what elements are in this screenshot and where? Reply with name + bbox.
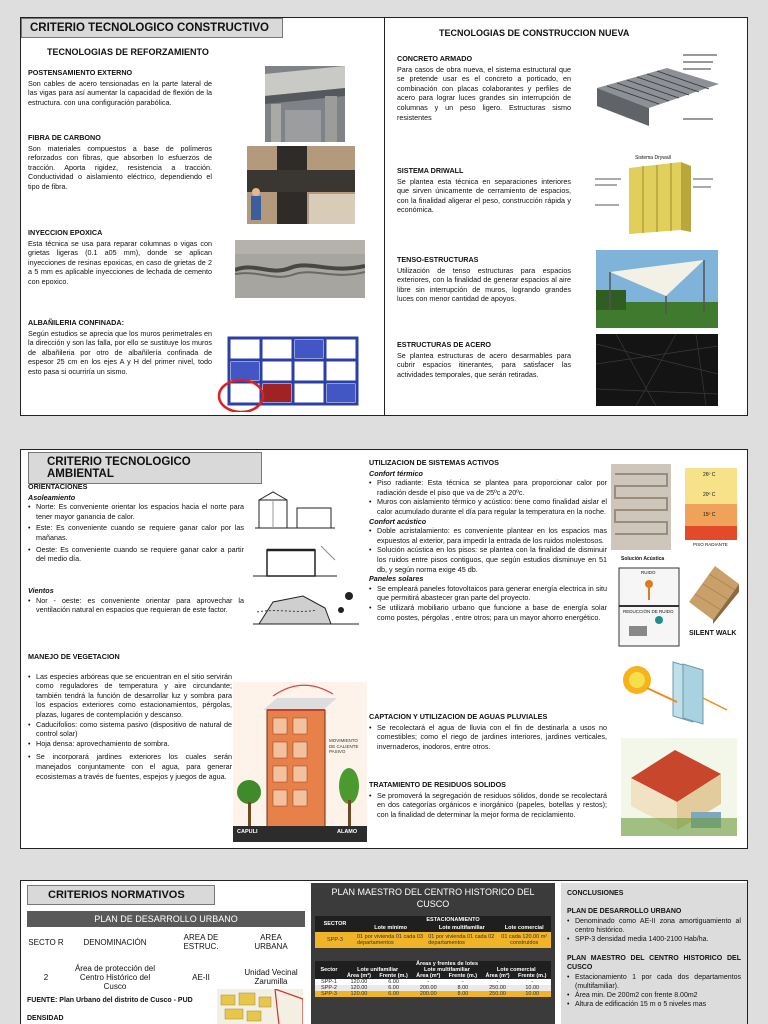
lotes-table xyxy=(315,961,551,997)
sistemas-activos-section: UTILIZACION DE SISTEMAS ACTIVOS Confort térmico • Piso radiante: Esta técnica se plantea para proporcionar calor por radiación desde el piso que va de 25ºc a 20ºc. • Muros con aislamiento térmico y acústico: tiene como finalidad aislar el calor acumulado durante el día para regular la temperatura en la noche. Confort acústico • Doble acristalamiento: es conveniente plantear en los espacios mas expuestos al exterior, para impedir la entrada de los ruidos molestosos. • Solución acústica en los pisos: se plantea con la finalidad de disminuir los ruidos entre pisos contiguos, que según estudios disminuye en 51 db, y según norma exige 45 db. Paneles solares • Se empleará paneles fotovoltaicos para generar energía electrica in situ que permitirá abastecer gran parte del proyecto. • Se utilizará mobiliario urbano que funcione a base de energía solar como postes, pérgolas , entre otros; para un mayor ahorro energético. xyxy=(369,458,607,622)
temp-label-mid: 20º C xyxy=(703,492,716,498)
estacionamiento-table xyxy=(315,916,551,948)
vientos-diagram xyxy=(253,588,359,632)
t2-col-head: Frente (m.) xyxy=(518,973,547,979)
normativos-header: CRITERIOS NORMATIVOS xyxy=(27,885,215,905)
conclusiones-content: CONCLUSIONES PLAN DE DESARROLLO URBANO • Denominado como AE-II zona amortiguamiento al centro histórico. • SPP-3 densidad media 1400-2100 Hab/ha. PLAN MAESTRO DEL CENTRO HISTORICO DEL CUSCO • Estacionamiento 1 por cada dos departamentos (multifamiliar). • Área min. De 200m2 con frente 8.00m2 • Altura de edificación 15 m o 5 niveles mas xyxy=(567,889,741,1009)
pdu-table xyxy=(27,931,305,997)
acustica-title-label: Solución Acústica xyxy=(621,556,665,562)
t2-col-head: Área (m²) xyxy=(485,973,510,979)
constructivo-header: CRITERIO TECNOLOGICO CONSTRUCTIVO xyxy=(21,18,283,38)
asoleamiento-diagram-1 xyxy=(249,488,341,532)
construccion-item: TENSO-ESTRUCTURAS Utilización de tenso estructuras para espacios exteriores, con la finalidad de generar espacios al aire libre sin interrupción de muros, logrando grandes luces con menor cantidad de apoyos. xyxy=(397,255,571,304)
conclusiones-box xyxy=(561,883,747,1024)
t2-cell: - xyxy=(531,979,534,985)
t2-cell: - xyxy=(496,979,499,985)
reforzamiento-item: POSTENSAMIENTO EXTERNO Son cables de acero tensionadas en la parte lateral de las vigas para así aumentar la capacidad de flexión de la estructura. con una configuración parabólica. xyxy=(28,68,212,107)
pdu-cell-sector: 2 xyxy=(43,972,49,982)
t2-cell: 10.00 xyxy=(525,991,540,997)
residuos-section: TRATAMIENTO DE RESIDUOS SOLIDOS • Se promoverá la segregación de residuos sólidos, donde se recolectará en dos categorías orgánicos e inorgánico (papeles, botellas y restos); con la finalidad de determinar la mejor forma de reciclamiento. xyxy=(369,780,607,819)
piso-radiante-label: PISO RADIANTE xyxy=(693,542,728,547)
vegetacion-section: MANEJO DE VEGETACION • Las especies arbóreas que se encuentran en el sitio servirán como reguladores de temperatura y aire circundante; también tendrá la función de desarrollar luz y sombra para los espacios exteriores como estacionamientos, pérgolas, plazas, lugares de contemplación y descanso. • Caducifolios: como sistema pasivo (dispositivo de natural de control solar) • Hoja densa: aprovechamiento de sombra. • Se incorporará jardines exteriores los cuales serán manejados conjuntamente con el agua, para generar ecosistemas a través de fuentes, espejos y juegos de agua. xyxy=(28,652,232,781)
t1-cell: 01 cada 120.00 m² construidos xyxy=(501,934,548,946)
temp-label-high: 26º C xyxy=(703,472,716,478)
solucion-acustica-diagram xyxy=(615,554,683,650)
t2-cell: 250.00 xyxy=(489,985,506,991)
t2-cell: SPP-2 xyxy=(321,985,337,991)
densidad-label: DENSIDAD xyxy=(27,1015,64,1022)
t1-col-head: Lote mínimo xyxy=(374,925,407,931)
ambiental-header: CRITERIO TECNOLOGICO AMBIENTAL xyxy=(28,452,262,484)
construccion-nueva-title: TECNOLOGIAS DE CONSTRUCCION NUEVA xyxy=(439,28,630,38)
silent-walk-label: SILENT WALK xyxy=(689,630,737,637)
pdu-cell-area-urbana: Unidad Vecinal Zarumilla xyxy=(244,968,298,986)
estructura-acero-photo xyxy=(596,334,718,406)
piso-radiante-diagram xyxy=(611,464,739,550)
column-divider xyxy=(384,18,385,416)
t2-cell: 6.00 xyxy=(388,991,399,997)
t2-subgroup-head: Lote unifamiliar xyxy=(357,967,399,973)
t2-cell: 120.00 xyxy=(350,979,368,985)
t2-cell: SPP-3 xyxy=(321,991,337,997)
reduccion-ruido-label: REDUCCIÓN DE RUIDO xyxy=(623,609,674,614)
ruido-label: RUIDO xyxy=(641,570,656,575)
fuente-note: FUENTE: Plan Urbano del distrito de Cusco - PUD xyxy=(27,997,193,1004)
alamo-label: ALAMO xyxy=(337,829,358,835)
drywall-diagram xyxy=(593,154,715,238)
t2-sector-head: Sector xyxy=(320,967,338,973)
t1-cell: 01 por vivienda 01 cada 02 departamentos xyxy=(428,934,495,946)
t2-subgroup-head: Lote multifamiliar xyxy=(424,967,470,973)
capuli-label: CAPULI xyxy=(237,829,258,835)
aguas-pluviales-diagram xyxy=(621,738,737,836)
plan-maestro-box xyxy=(311,883,555,1024)
t2-cell: - xyxy=(427,979,430,985)
pdu-col-area-estruc: AREA DE ESTRUC. xyxy=(183,933,219,951)
concreto-armado-diagram xyxy=(597,48,719,140)
t2-group-head: Áreas y frentes de lotes xyxy=(415,961,479,967)
orientaciones-section: ORIENTACIONES Asoleamiento • Norte: Es conveniente orientar los espacios hacia el norte para tener mayor ganancia de calor. • Este: Es conveniente cuando se requiere ganar calor por las mañanas. • Oeste: Es conveniente cuando se requiere ganar calor a partir del medio día. xyxy=(28,482,244,564)
construccion-item: SISTEMA DRIWALL Se plantea esta técnica en separaciones interiores que sirven únicamente de cerramiento de espacios, con la finalidad aligerar el peso, construcción rápida y económica. xyxy=(397,166,571,215)
t1-sector-head: SECTOR xyxy=(323,921,347,927)
t2-cell: 120.00 xyxy=(350,985,368,991)
acristalamiento-photo xyxy=(617,658,733,726)
temp-label-low: 15º C xyxy=(703,512,716,518)
t2-cell: 6.00 xyxy=(388,985,399,991)
t2-col-head: Frente (m.) xyxy=(448,973,478,979)
pdu-cell-denominacion: Área de protección del Centro Histórico del Cusco xyxy=(74,963,156,991)
t2-cell: 120.00 xyxy=(350,991,368,997)
vientos-section: Vientos • Nor - oeste: es conveniente orientar para aprovechar la ventilación natural en espacios que requieran de este factor. xyxy=(28,586,244,615)
fibra-carbono-photo xyxy=(247,146,355,224)
t2-cell: 10.00 xyxy=(525,985,540,991)
t2-cell: 8.00 xyxy=(457,991,469,997)
t1-cell: 01 por vivienda 01 cada 03 departamentos xyxy=(357,934,424,946)
pdu-cell-area-estruc: AE-II xyxy=(192,972,210,982)
plan-maestro-title: PLAN MAESTRO DEL CENTRO HISTORICO DEL CUSCO xyxy=(331,887,535,909)
plan-desarrollo-header: PLAN DE DESARROLLO URBANO xyxy=(27,911,305,927)
drywall-label: Sistema Drywall xyxy=(635,155,671,161)
t2-cell: - xyxy=(461,979,464,985)
reforzamiento-item: ALBAÑILERIA CONFINADA: Según estudios se aprecia que los muros perimetrales en la dirección y son las falla, por ello se sustituye los muros de albañileria por otro de albañilería confinada de espesor 25 cm en los ejes A y H del primer nivel, todo esto pasa si ocurriría un sismo. xyxy=(28,318,212,376)
pdu-col-area-urbana: AREA URBANA xyxy=(254,933,288,951)
panel-constructivo xyxy=(20,17,748,416)
asoleamiento-diagram-2 xyxy=(249,538,341,582)
t2-col-head: Frente (m.) xyxy=(379,973,408,979)
inyeccion-epoxica-photo xyxy=(235,240,365,298)
panel-normativos xyxy=(20,880,748,1024)
vegetacion-building-diagram xyxy=(233,682,367,842)
t2-cell: 250.00 xyxy=(489,991,506,997)
tenso-estructura-photo xyxy=(596,250,718,328)
t1-col-head: Lote multifamiliar xyxy=(438,925,485,931)
pdu-col-denominacion: DENOMINACIÓN xyxy=(83,937,147,947)
movimiento-label: MOVIMIENTO DE CALIENTE PASIVO xyxy=(329,738,359,754)
t2-cell: 8.00 xyxy=(457,985,469,991)
postensamiento-photo xyxy=(265,66,345,142)
t1-cell: SPP-3 xyxy=(327,937,343,943)
albanileria-3d-model xyxy=(217,330,369,412)
construccion-item: CONCRETO ARMADO Para casos de obra nueva, el sistema estructural que se pretende usar es el concreto a porticado, en combinación con placas colaborantes y perfiles de acero para lograr luces grandes sin interrupción de columnas y un peso ligero. Estructuras sismo resistentes xyxy=(397,54,571,122)
aguas-pluviales-section: CAPTACION Y UTILIZACION DE AGUAS PLUVIALES • Se recolectará el agua de lluvia con el fin de destinarla a usos no comestibles; como el riego de jardines interiores, jardines verticales, invernaderos, inodoros, entre otros. xyxy=(369,712,607,751)
t2-cell: SPP-1 xyxy=(321,979,337,985)
t1-col-head: Lote comercial xyxy=(504,925,544,931)
reforzamiento-item: INYECCION EPOXICA Esta técnica se usa para reparar columnas o vigas con grietas ligeras (0.1 a05 mm), donde se aplican inyecciones de resinas epoxicas, en caso de grietas de 2 a 5 mm es aplicable inyecciones de lechada de cemento con epoxico. xyxy=(28,228,212,286)
t2-col-head: Área (m²) xyxy=(346,973,371,979)
t2-subgroup-head: Lote comercial xyxy=(496,967,536,973)
silent-walk-photo xyxy=(685,562,741,624)
reforzamiento-title: TECNOLOGIAS DE REFORZAMIENTO xyxy=(47,47,209,57)
t2-cell: 6.00 xyxy=(388,979,399,985)
zoning-map xyxy=(217,989,303,1024)
construccion-item: ESTRUCTURAS DE ACERO Se plantea estructuras de acero desarmables para cubrir espacios itinerantes, para satisfacer las actividades temporales, que serán retiradas. xyxy=(397,340,571,379)
t2-cell: 200.00 xyxy=(419,985,437,991)
t2-col-head: Área (m²) xyxy=(416,973,441,979)
t1-group-head: ESTACIONAMIENTO xyxy=(426,917,480,923)
pdu-col-sector: SECTO R xyxy=(28,937,64,947)
panel-ambiental xyxy=(20,449,748,849)
t2-cell: 200.00 xyxy=(419,991,437,997)
reforzamiento-item: FIBRA DE CARBONO Son materiales compuestos a base de polímeros reforzados con fibras, que absorben lo esfuerzos de tracción. Aporta rigidez, resistencia a tracción. Conductividad o aislamiento eléctrico, dependiendo el tipo de fibra. xyxy=(28,133,212,191)
